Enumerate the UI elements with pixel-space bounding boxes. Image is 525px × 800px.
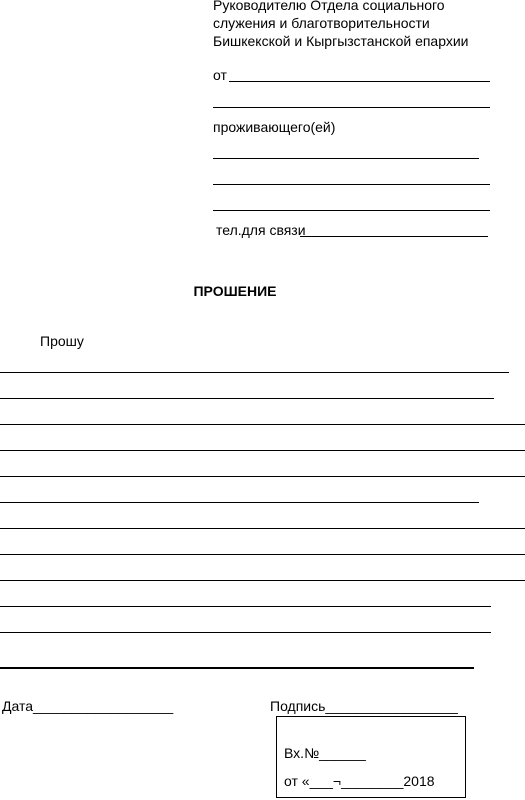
request-line-2[interactable] bbox=[0, 398, 494, 399]
addressee-block bbox=[213, 0, 469, 50]
registration-stamp-box bbox=[276, 716, 466, 798]
request-line-8[interactable] bbox=[0, 554, 525, 555]
incoming-date: от «___¬________2018 bbox=[284, 773, 435, 789]
address-field-3[interactable] bbox=[213, 210, 490, 211]
phone-field[interactable] bbox=[300, 236, 488, 237]
request-line-9[interactable] bbox=[0, 580, 525, 581]
from-name-field-2[interactable] bbox=[213, 107, 490, 108]
residence-label: проживающего(ей) bbox=[213, 119, 336, 135]
address-field-1[interactable] bbox=[213, 158, 479, 159]
addressee-line-2: служения и благотворительности bbox=[213, 15, 430, 31]
request-line-12[interactable] bbox=[0, 667, 474, 669]
document-title: ПРОШЕНИЕ bbox=[193, 283, 277, 299]
request-line-7[interactable] bbox=[0, 528, 525, 529]
signature-field[interactable]: Подпись_________________ bbox=[270, 698, 458, 714]
from-name-field[interactable] bbox=[229, 81, 490, 82]
request-line-11[interactable] bbox=[0, 632, 491, 633]
request-line-4[interactable] bbox=[0, 450, 525, 451]
addressee-line-1: Руководителю Отдела социального bbox=[213, 0, 445, 13]
request-line-5[interactable] bbox=[0, 476, 525, 477]
date-field[interactable]: Дата__________________ bbox=[2, 698, 174, 714]
request-line-3[interactable] bbox=[0, 424, 525, 425]
incoming-number: Вх.№______ bbox=[284, 745, 366, 761]
request-line-6[interactable] bbox=[0, 502, 479, 503]
request-line-10[interactable] bbox=[0, 606, 491, 607]
address-field-2[interactable] bbox=[213, 184, 490, 185]
phone-label: тел.для связи bbox=[216, 222, 306, 238]
from-label: от bbox=[213, 67, 227, 83]
addressee-line-3: Бишкекской и Кыргызстанской епархии bbox=[213, 33, 469, 49]
request-line-1[interactable] bbox=[0, 372, 509, 373]
request-label: Прошу bbox=[40, 333, 84, 349]
